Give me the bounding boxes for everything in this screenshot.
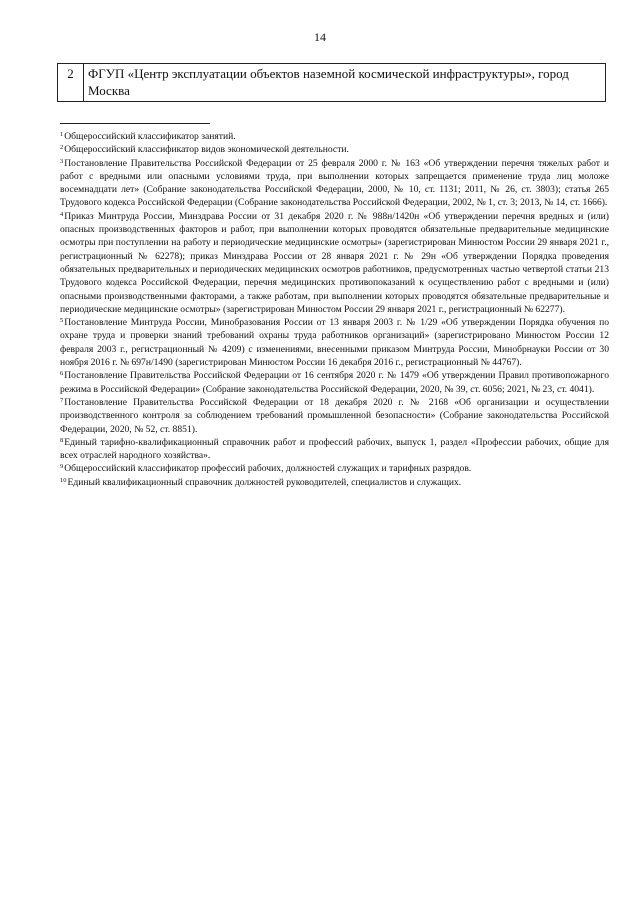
footnote-text: Общероссийский классификатор занятий. [64, 131, 236, 142]
footnote-item [60, 210, 609, 316]
footnote-item [60, 436, 609, 463]
footnote-mark: 10 [60, 476, 67, 484]
footnote-mark: 6 [60, 370, 64, 378]
footnote-mark: 4 [60, 210, 64, 218]
footnote-mark: 1 [60, 131, 64, 138]
footnote-item [60, 476, 609, 489]
footnote-text: Приказ Минтруда России, Минздрава России от 31 декабря 2020 г. № 988н/1420н «Об утверждении перечня вредных и (или) опасных производственных факторов и работ, при выполнении которых проводятся обязательные предварительные медицинские осмотры при поступлении на работу и периодические медицинские осмотры» (зарегистрирован Минюстом России 29 января 2021 г., регистрационный № 62278); приказ Минздрава России от 28 января 2021 г. № 29н «Об утверждении Порядка проведения обязательных предварительных и периодических медицинских осмотров работников, предусмотренных частью четвертой статьи 213 Трудового кодекса Российской Федерации, перечня медицинских противопоказаний к осуществлению работ с вредными и (или) опасными производственными факторами, а также работам, при выполнении которых проводятся обязательные предварительные и периодические медицинские осмотры» (зарегистрирован Минюстом России 29 января 2021 г., регистрационный № 62277). [60, 210, 609, 315]
footnote-mark: 7 [60, 396, 64, 404]
footnote-item [60, 157, 609, 210]
page-number: 14 [314, 30, 326, 44]
row-number-cell: 2 [58, 64, 84, 102]
footnote-item [60, 143, 609, 156]
footnote-text: Единый тарифно-квалификационный справочник работ и профессий рабочих, выпуск 1, раздел «Профессии рабочих, общие для всех отраслей народного хозяйства». [60, 436, 609, 462]
table-row [58, 64, 606, 102]
footnote-separator [60, 123, 210, 124]
footnote-item [60, 462, 609, 475]
footnote-mark: 2 [60, 144, 64, 152]
footnote-item [60, 316, 609, 369]
footnote-mark: 5 [60, 317, 64, 325]
footnote-text: Общероссийский классификатор видов экономической деятельности. [64, 144, 349, 156]
footnote-mark: 8 [60, 436, 64, 444]
footnote-text: Общероссийский классификатор профессий рабочих, должностей служащих и тарифных разрядов. [64, 463, 472, 475]
footnote-text: Постановление Минтруда России, Минобразования России от 13 января 2003 г. № 1/29 «Об утверждении Порядка обучения по охране труда и проверки знаний требований охраны труда работников организаций» (зарегистрировано Минюстом России 12 февраля 2003 г., регистрационный № 4209) с изменениями, внесенными приказом Минтруда России, Минобрнауки России от 30 ноября 2016 г. № 697н/1490 (зарегистрирован Минюстом России 16 декабря 2016 г., регистрационный № 44767). [60, 317, 609, 369]
footnote-mark: 9 [60, 463, 64, 471]
footnote-item [60, 396, 609, 436]
organization-cell: ФГУП «Центр эксплуатации объектов наземной космической инфраструктуры», город Москва [84, 64, 606, 102]
footnote-text: Постановление Правительства Российской Федерации от 18 декабря 2020 г. № 2168 «Об организации и осуществлении производственного контроля за соблюдением требований промышленной безопасности» (Собрание законодательства Российской Федерации, 2020, № 52, ст. 8851). [60, 396, 609, 435]
footnote-mark: 3 [60, 157, 64, 165]
footnote-text: Постановление Правительства Российской Федерации от 25 февраля 2000 г. № 163 «Об утверждении перечня тяжелых работ и работ с вредными или опасными условиями труда, при выполнении которых запрещается применение труда лиц моложе восемнадцати лет» (Собрание законодательства Российской Федерации, 2000, № 10, ст. 1131; 2011, № 26, ст. 3803); статья 265 Трудового кодекса Российской Федерации (Собрание законодательства Российской Федерации, 2002, № 1, ст. 3; 2013, № 14, ст. 1666). [60, 157, 609, 209]
organization-table [57, 63, 606, 102]
footnotes [60, 130, 609, 489]
footnote-text: Постановление Правительства Российской Федерации от 16 сентября 2020 г. № 1479 «Об утверждении Правил противопожарного режима в Российской Федерации» (Собрание законодательства Российской Федерации, 2020, № 39, ст. 6056; 2021, № 23, ст. 4041). [60, 370, 609, 395]
footnote-item [60, 130, 609, 143]
footnote-item [60, 369, 609, 396]
footnote-text: Единый квалификационный справочник должностей руководителей, специалистов и служащих. [67, 476, 462, 488]
